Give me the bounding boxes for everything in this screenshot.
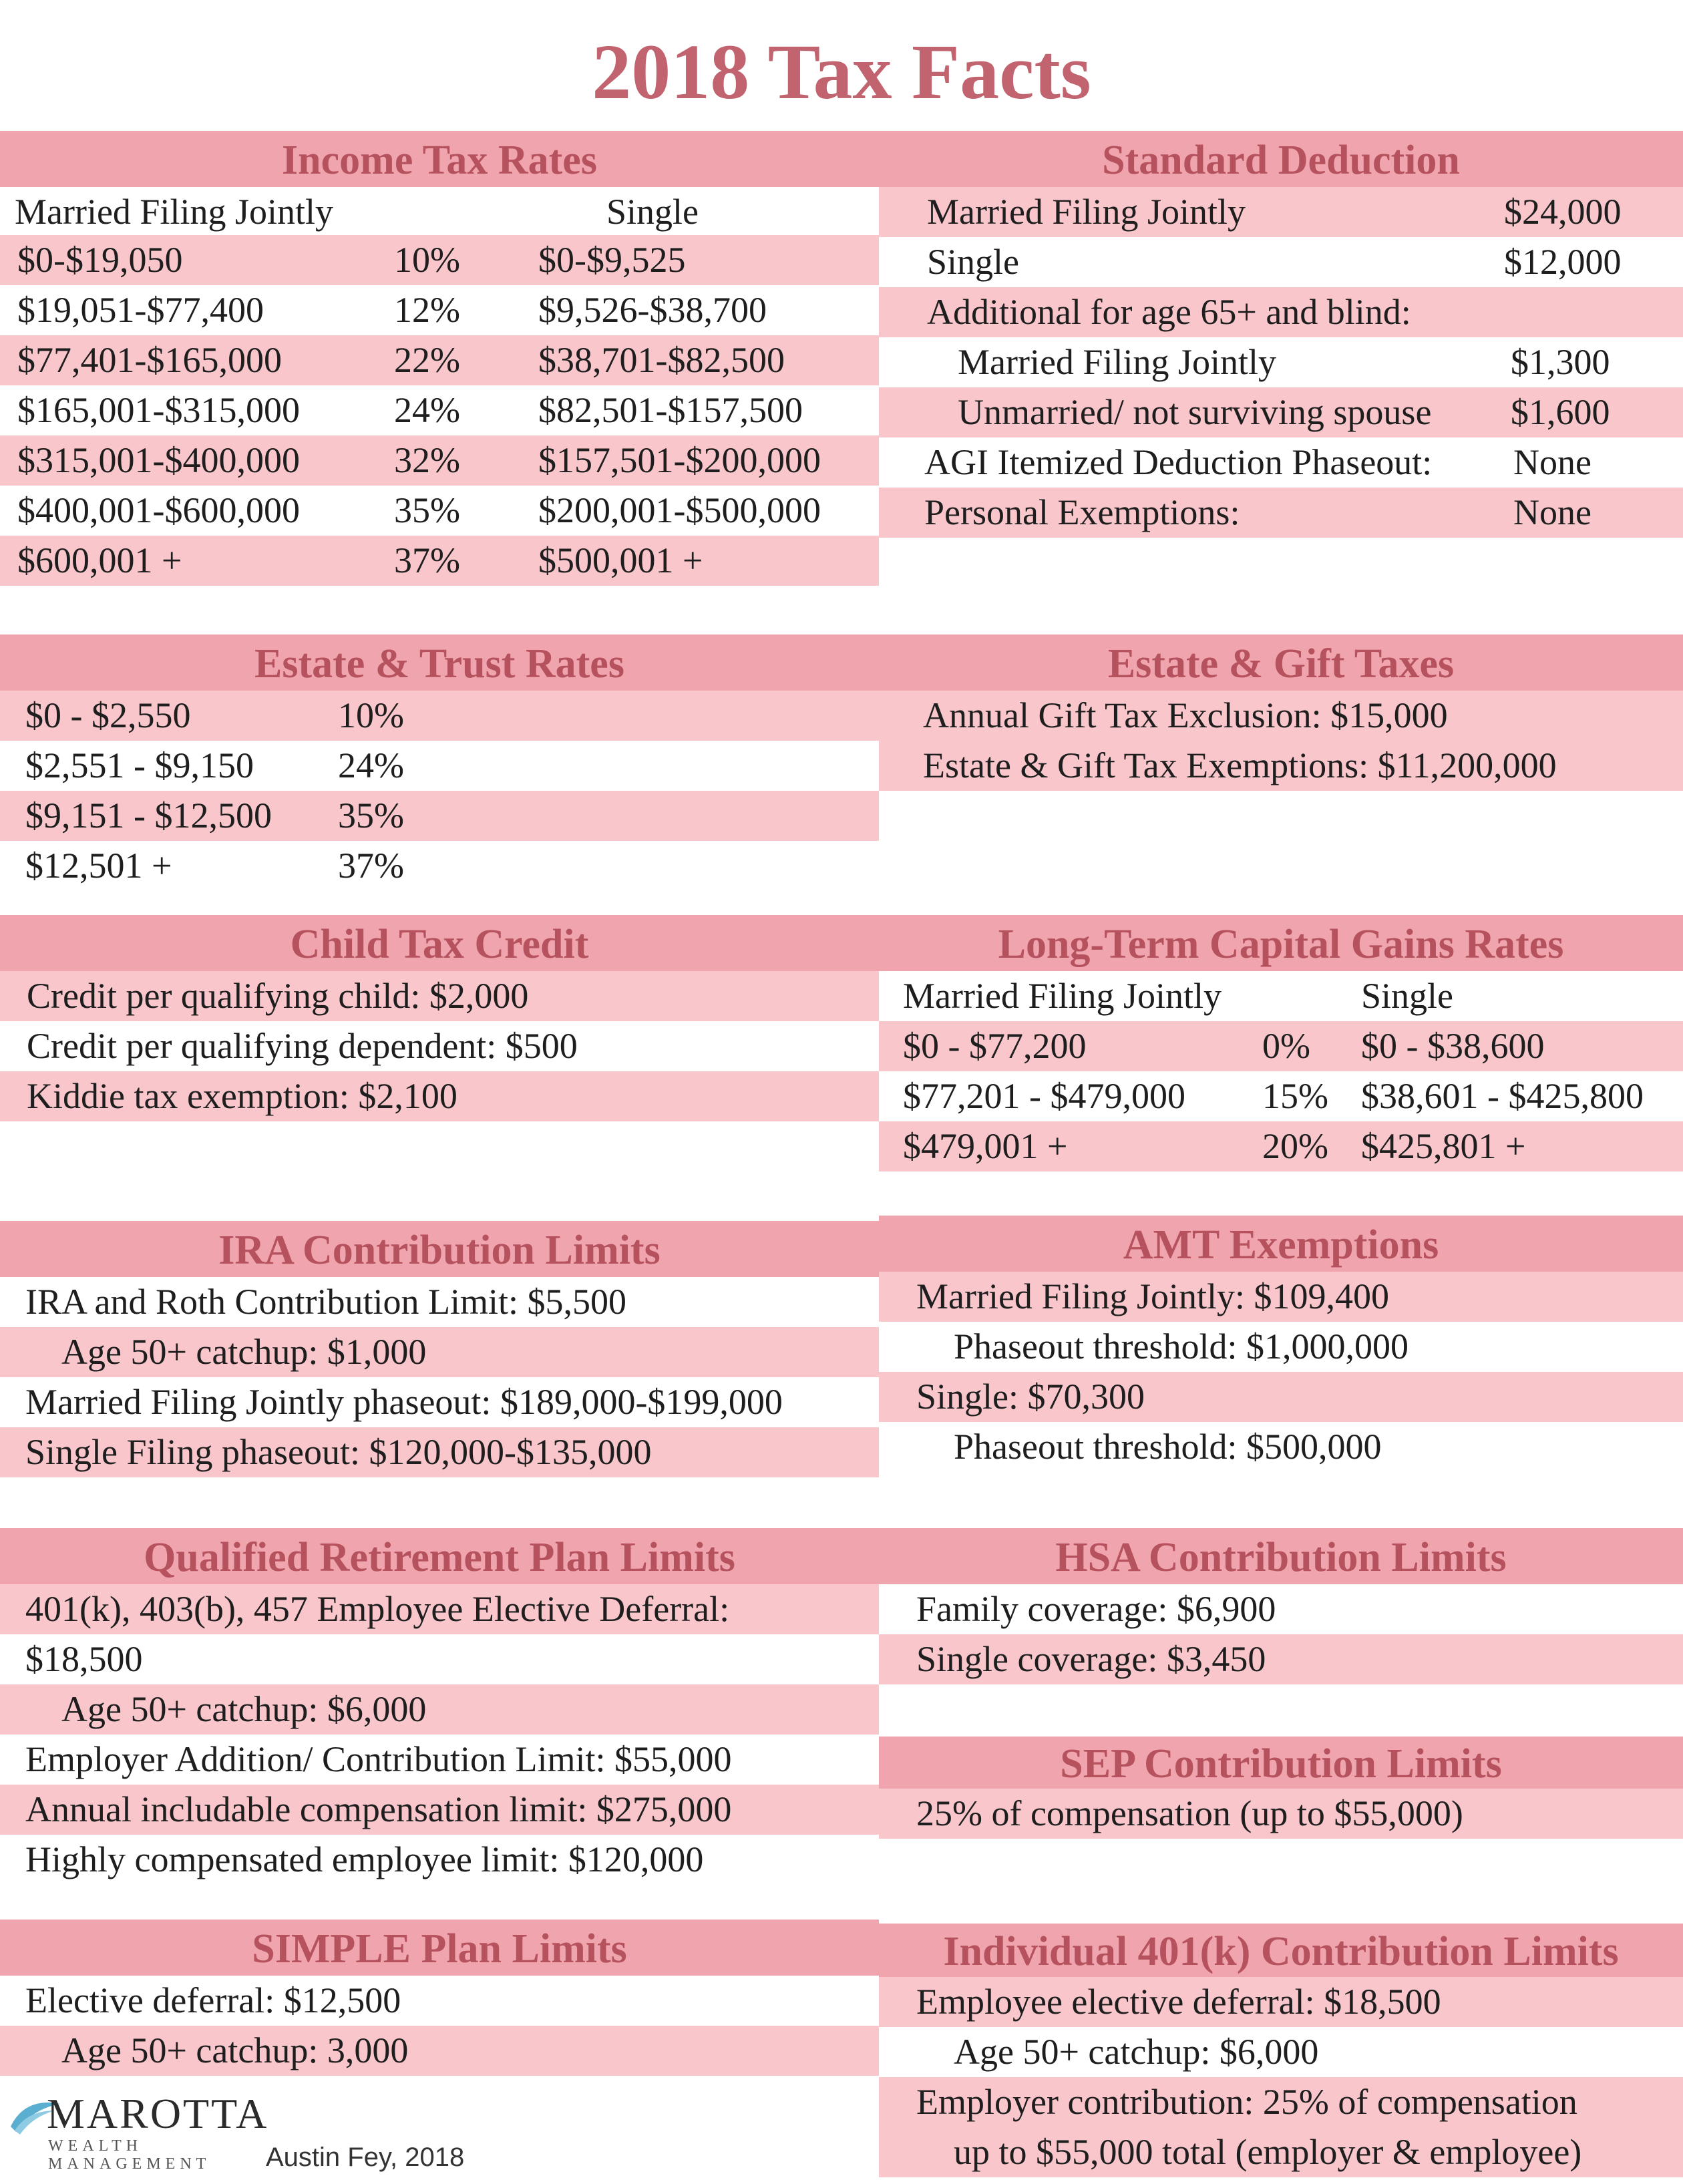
tax-rate: 24% bbox=[394, 390, 460, 430]
column-header-row bbox=[0, 187, 879, 235]
list-item bbox=[0, 1835, 879, 1885]
tax-rate: 10% bbox=[338, 695, 404, 735]
item-label: Married Filing Jointly bbox=[927, 192, 1246, 232]
item-text: Annual includable compensation limit: $275,000 bbox=[25, 1789, 732, 1829]
list-item bbox=[879, 691, 1683, 741]
single-bracket: $157,501-$200,000 bbox=[538, 440, 821, 480]
mfj-bracket: $0-$19,050 bbox=[17, 240, 183, 280]
section-header: AMT Exemptions bbox=[879, 1216, 1683, 1272]
item-text: Age 50+ catchup: 3,000 bbox=[61, 2030, 409, 2070]
item-text: Annual Gift Tax Exclusion: $15,000 bbox=[923, 695, 1448, 735]
section-header: Standard Deduction bbox=[879, 131, 1683, 187]
item-value: $1,300 bbox=[1511, 342, 1610, 382]
item-text: 25% of compensation (up to $55,000) bbox=[916, 1793, 1463, 1833]
section-header: SEP Contribution Limits bbox=[879, 1737, 1683, 1789]
single-bracket: $9,526-$38,700 bbox=[538, 290, 767, 330]
table-row bbox=[0, 235, 879, 285]
tax-rate: 35% bbox=[394, 490, 460, 530]
item-value: None bbox=[1513, 492, 1592, 532]
item-text: IRA and Roth Contribution Limit: $5,500 bbox=[25, 1282, 627, 1322]
list-item bbox=[0, 1634, 879, 1684]
list-item bbox=[0, 2026, 879, 2076]
section-header: Child Tax Credit bbox=[0, 915, 879, 971]
hsa-limits-section bbox=[879, 1528, 1683, 1684]
tax-rate: 20% bbox=[1262, 1126, 1328, 1166]
mfj-bracket: $479,001 + bbox=[903, 1126, 1068, 1166]
marotta-logo bbox=[8, 2090, 269, 2177]
list-item bbox=[879, 1634, 1683, 1684]
item-label: Single bbox=[927, 242, 1020, 282]
mfj-bracket: $77,401-$165,000 bbox=[17, 340, 282, 380]
list-item bbox=[879, 1272, 1683, 1322]
list-item bbox=[879, 2127, 1683, 2177]
item-label: Married Filing Jointly bbox=[958, 342, 1276, 382]
table-row bbox=[0, 536, 879, 586]
item-text: Employer Addition/ Contribution Limit: $55,000 bbox=[25, 1739, 732, 1779]
mfj-bracket: $400,001-$600,000 bbox=[17, 490, 300, 530]
list-item bbox=[879, 287, 1683, 337]
list-item bbox=[0, 1427, 879, 1477]
list-item bbox=[879, 1422, 1683, 1472]
tax-rate: 35% bbox=[338, 795, 404, 836]
item-value: None bbox=[1513, 442, 1592, 482]
table-row bbox=[0, 385, 879, 435]
bracket: $12,501 + bbox=[25, 846, 172, 886]
item-text: Married Filing Jointly: $109,400 bbox=[916, 1276, 1389, 1316]
item-text: Married Filing Jointly phaseout: $189,000-$199,000 bbox=[25, 1382, 783, 1422]
column-header-row bbox=[879, 971, 1683, 1021]
item-label: Unmarried/ not surviving spouse bbox=[958, 392, 1432, 432]
estate-gift-taxes-section bbox=[879, 634, 1683, 791]
section-header: Qualified Retirement Plan Limits bbox=[0, 1528, 879, 1584]
list-item bbox=[0, 1684, 879, 1735]
list-item bbox=[879, 488, 1683, 538]
single-bracket: $425,801 + bbox=[1361, 1126, 1526, 1166]
list-item bbox=[0, 971, 879, 1021]
column-header-mfj: Married Filing Jointly bbox=[903, 976, 1222, 1016]
bracket: $2,551 - $9,150 bbox=[25, 745, 254, 785]
item-text: Phaseout threshold: $1,000,000 bbox=[954, 1326, 1409, 1367]
item-text: Age 50+ catchup: $6,000 bbox=[954, 2032, 1319, 2072]
list-item bbox=[879, 741, 1683, 791]
item-value: $12,000 bbox=[1504, 242, 1622, 282]
list-item bbox=[879, 1372, 1683, 1422]
list-item bbox=[879, 2027, 1683, 2077]
item-text: up to $55,000 total (employer & employee) bbox=[954, 2132, 1582, 2172]
bracket: $0 - $2,550 bbox=[25, 695, 191, 735]
item-label: AGI Itemized Deduction Phaseout: bbox=[924, 442, 1433, 482]
table-row bbox=[0, 335, 879, 385]
item-text: Age 50+ catchup: $1,000 bbox=[61, 1332, 427, 1372]
single-bracket: $82,501-$157,500 bbox=[538, 390, 803, 430]
item-text: Phaseout threshold: $500,000 bbox=[954, 1427, 1382, 1467]
item-text: Single Filing phaseout: $120,000-$135,000 bbox=[25, 1432, 652, 1472]
standard-deduction-section bbox=[879, 131, 1683, 538]
single-bracket: $38,601 - $425,800 bbox=[1361, 1076, 1644, 1116]
list-item bbox=[0, 1277, 879, 1327]
table-row bbox=[879, 1121, 1683, 1171]
tax-rate: 37% bbox=[394, 540, 460, 580]
single-bracket: $500,001 + bbox=[538, 540, 703, 580]
individual-401k-section bbox=[879, 1924, 1683, 2177]
list-item bbox=[879, 187, 1683, 237]
table-row bbox=[0, 285, 879, 335]
item-label: Additional for age 65+ and blind: bbox=[927, 292, 1411, 332]
income-tax-rates-section bbox=[0, 131, 879, 586]
list-item bbox=[0, 1584, 879, 1634]
sep-limits-section bbox=[879, 1737, 1683, 1839]
bracket: $9,151 - $12,500 bbox=[25, 795, 272, 836]
item-text: Kiddie tax exemption: $2,100 bbox=[27, 1076, 457, 1116]
item-text: Single: $70,300 bbox=[916, 1377, 1145, 1417]
item-text: Estate & Gift Tax Exemptions: $11,200,000 bbox=[923, 745, 1557, 785]
tax-rate: 15% bbox=[1262, 1076, 1328, 1116]
list-item bbox=[879, 337, 1683, 387]
author-credit: Austin Fey, 2018 bbox=[266, 2143, 465, 2172]
list-item bbox=[879, 1322, 1683, 1372]
list-item bbox=[0, 1785, 879, 1835]
section-header: Income Tax Rates bbox=[0, 131, 879, 187]
mfj-bracket: $19,051-$77,400 bbox=[17, 290, 264, 330]
column-header-mfj: Married Filing Jointly bbox=[15, 192, 333, 232]
section-header: Estate & Gift Taxes bbox=[879, 634, 1683, 691]
mfj-bracket: $0 - $77,200 bbox=[903, 1026, 1087, 1066]
list-item bbox=[879, 2077, 1683, 2127]
logo-wordmark: MAROTTA bbox=[47, 2090, 269, 2137]
list-item bbox=[0, 1021, 879, 1071]
single-bracket: $200,001-$500,000 bbox=[538, 490, 821, 530]
list-item bbox=[0, 1976, 879, 2026]
tax-rate: 37% bbox=[338, 846, 404, 886]
item-value: $24,000 bbox=[1504, 192, 1622, 232]
item-text: Family coverage: $6,900 bbox=[916, 1589, 1276, 1629]
list-item bbox=[0, 1071, 879, 1121]
list-item bbox=[879, 1584, 1683, 1634]
list-item bbox=[879, 1789, 1683, 1839]
capital-gains-section bbox=[879, 915, 1683, 1171]
mfj-bracket: $600,001 + bbox=[17, 540, 182, 580]
item-label: Personal Exemptions: bbox=[924, 492, 1240, 532]
section-header: Individual 401(k) Contribution Limits bbox=[879, 1924, 1683, 1977]
item-text: $18,500 bbox=[25, 1639, 143, 1679]
item-text: 401(k), 403(b), 457 Employee Elective Deferral: bbox=[25, 1589, 730, 1629]
tax-rate: 12% bbox=[394, 290, 460, 330]
list-item bbox=[0, 1377, 879, 1427]
table-row bbox=[0, 486, 879, 536]
item-text: Age 50+ catchup: $6,000 bbox=[61, 1689, 427, 1729]
item-text: Elective deferral: $12,500 bbox=[25, 1980, 401, 2020]
table-row bbox=[879, 1021, 1683, 1071]
item-text: Highly compensated employee limit: $120,000 bbox=[25, 1839, 704, 1879]
table-row bbox=[0, 435, 879, 486]
column-header-single: Single bbox=[1361, 976, 1454, 1016]
list-item bbox=[879, 237, 1683, 287]
logo-subtitle: WEALTH MANAGEMENT bbox=[48, 2137, 211, 2173]
single-bracket: $0-$9,525 bbox=[538, 240, 686, 280]
list-item bbox=[879, 437, 1683, 488]
page-title: 2018 Tax Facts bbox=[592, 28, 1091, 116]
item-text: Employer contribution: 25% of compensation bbox=[916, 2082, 1577, 2122]
estate-trust-rates-section bbox=[0, 634, 879, 891]
child-tax-credit-section bbox=[0, 915, 879, 1121]
item-text: Single coverage: $3,450 bbox=[916, 1639, 1266, 1679]
list-item bbox=[879, 387, 1683, 437]
mfj-bracket: $165,001-$315,000 bbox=[17, 390, 300, 430]
section-header: Long-Term Capital Gains Rates bbox=[879, 915, 1683, 971]
table-row bbox=[0, 741, 879, 791]
single-bracket: $38,701-$82,500 bbox=[538, 340, 785, 380]
item-text: Credit per qualifying child: $2,000 bbox=[27, 976, 529, 1016]
section-header: HSA Contribution Limits bbox=[879, 1528, 1683, 1584]
ira-limits-section bbox=[0, 1221, 879, 1477]
item-value: $1,600 bbox=[1511, 392, 1610, 432]
tax-rate: 10% bbox=[394, 240, 460, 280]
table-row bbox=[0, 691, 879, 741]
tax-rate: 32% bbox=[394, 440, 460, 480]
table-row bbox=[0, 841, 879, 891]
item-text: Employee elective deferral: $18,500 bbox=[916, 1982, 1441, 2022]
single-bracket: $0 - $38,600 bbox=[1361, 1026, 1545, 1066]
column-header-single: Single bbox=[606, 192, 699, 232]
list-item bbox=[0, 1735, 879, 1785]
table-row bbox=[879, 1071, 1683, 1121]
item-text: Credit per qualifying dependent: $500 bbox=[27, 1026, 578, 1066]
qualified-plan-limits-section bbox=[0, 1528, 879, 1885]
simple-plan-limits-section bbox=[0, 1920, 879, 2076]
mfj-bracket: $315,001-$400,000 bbox=[17, 440, 300, 480]
mfj-bracket: $77,201 - $479,000 bbox=[903, 1076, 1185, 1116]
table-row bbox=[0, 791, 879, 841]
list-item bbox=[879, 1977, 1683, 2027]
section-header: IRA Contribution Limits bbox=[0, 1221, 879, 1277]
tax-rate: 22% bbox=[394, 340, 460, 380]
tax-rate: 0% bbox=[1262, 1026, 1310, 1066]
section-header: Estate & Trust Rates bbox=[0, 634, 879, 691]
section-header: SIMPLE Plan Limits bbox=[0, 1920, 879, 1976]
tax-rate: 24% bbox=[338, 745, 404, 785]
list-item bbox=[0, 1327, 879, 1377]
amt-exemptions-section bbox=[879, 1216, 1683, 1472]
